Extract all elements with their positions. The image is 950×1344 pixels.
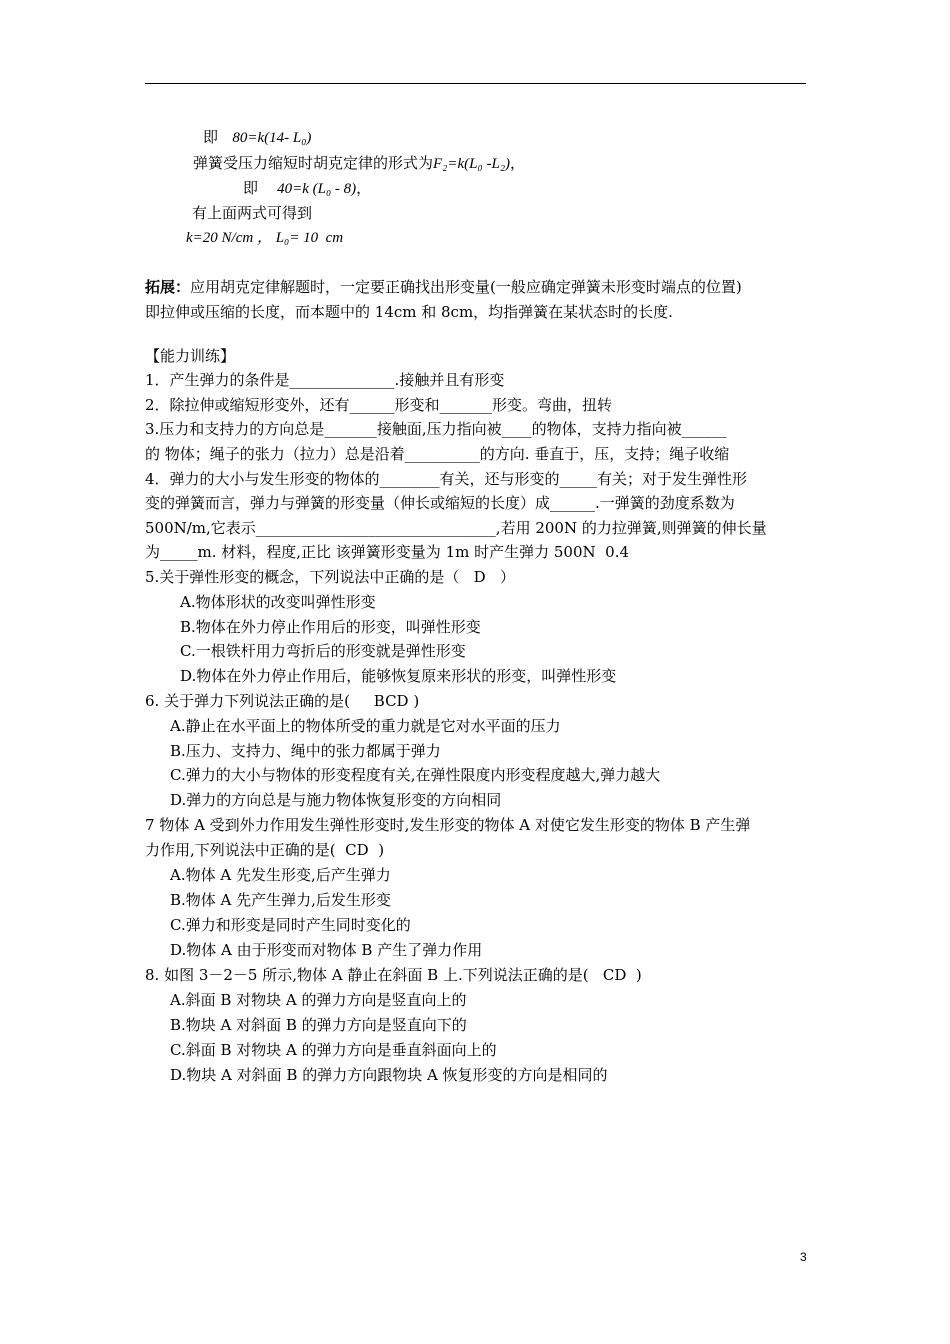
question-5-option-d: D.物体在外力停止作用后，能够恢复原来形状的形变，叫弹性形变 xyxy=(180,667,617,685)
question-7-option-d: D.物体 A 由于形变而对物体 B 产生了弹力作用 xyxy=(170,941,483,959)
question-4-line-2: 变的弹簧而言，弹力与弹簧的形变量（伸长或缩短的长度）成______.一弹簧的劲度系数为 xyxy=(145,494,735,512)
question-6-option-d: D.弹力的方向总是与施力物体恢复形变的方向相同 xyxy=(170,791,502,809)
question-5-option-b: B.物体在外力停止作用后的形变，叫弹性形变 xyxy=(180,618,481,636)
solution-line-1 xyxy=(203,126,311,149)
extension-label: 拓展： xyxy=(145,278,191,296)
question-5: 5.关于弹性形变的概念，下列说法中正确的是（ D ） xyxy=(145,568,515,586)
header-rule xyxy=(145,83,806,84)
question-8-option-c: C.斜面 B 对物块 A 的弹力方向是垂直斜面向上的 xyxy=(170,1041,497,1059)
question-8-option-d: D.物块 A 对斜面 B 的弹力方向跟物块 A 恢复形变的方向是相同的 xyxy=(170,1066,608,1084)
question-6-option-a: A.静止在水平面上的物体所受的重力就是它对水平面的压力 xyxy=(170,717,561,735)
question-6-option-c: C.弹力的大小与物体的形变程度有关,在弹性限度内形变程度越大,弹力越大 xyxy=(170,766,661,784)
question-3-line-1: 3.压力和支持力的方向总是_______接触面,压力指向被____的物体，支持力指向被______ xyxy=(145,420,727,438)
solution-line-5: k=20 N/cm ， L₀= 10 cm xyxy=(186,230,344,246)
question-7-line-2: 力作用,下列说法中正确的是( CD ) xyxy=(145,841,385,859)
formula: 80=k(14- L₀) xyxy=(232,130,312,146)
question-8: 8. 如图 3－2－5 所示,物体 A 静止在斜面 B 上.下列说法正确的是( CD ) xyxy=(145,966,642,984)
text: 即 xyxy=(243,179,259,197)
formula: 40=k (L₀ - 8) xyxy=(277,181,357,197)
question-1: 1．产生弹力的条件是______________.接触并且有形变 xyxy=(145,371,505,389)
question-8-option-b: B.物块 A 对斜面 B 的弹力方向是竖直向下的 xyxy=(170,1016,467,1034)
question-6-option-b: B.压力、支持力、绳中的张力都属于弹力 xyxy=(170,742,441,760)
text: ， xyxy=(356,179,372,197)
question-8-option-a: A.斜面 B 对物块 A 的弹力方向是竖直向上的 xyxy=(170,991,467,1009)
text: 即 xyxy=(203,128,219,146)
question-4-line-4: 为_____m. 材料，程度,正比 该弹簧形变量为 1m 时产生弹力 500N 0.4 xyxy=(145,543,630,561)
question-5-option-a: A.物体形状的改变叫弹性形变 xyxy=(180,593,376,611)
question-2: 2．除拉伸或缩短形变外，还有______形变和_______形变。弯曲，扭转 xyxy=(145,396,613,414)
training-title: 【能力训练】 xyxy=(145,347,236,365)
solution-line-3 xyxy=(243,177,371,200)
question-7-option-a: A.物体 A 先发生形变,后产生弹力 xyxy=(170,866,391,884)
question-7-line-1: 7 物体 A 受到外力作用发生弹性形变时,发生形变的物体 A 对使它发生形变的物体 B 产生弹 xyxy=(145,816,751,834)
extension-line-2: 即拉伸或压缩的长度，而本题中的 14cm 和 8cm，均指弹簧在某状态时的长度. xyxy=(145,303,673,321)
question-6: 6. 关于弹力下列说法正确的是( BCD ) xyxy=(145,692,420,710)
question-7-option-b: B.物体 A 先产生弹力,后发生形变 xyxy=(170,891,391,909)
text: ， xyxy=(510,154,526,172)
question-5-option-c: C.一根铁杆用力弯折后的形变就是弹性形变 xyxy=(180,642,466,660)
formula: F₂=k(L₀ -L₂) xyxy=(433,156,511,172)
solution-line-2 xyxy=(193,152,525,175)
text: 弹簧受压力缩短时胡克定律的形式为 xyxy=(193,154,434,172)
extension-line-1 xyxy=(145,276,742,298)
question-4-line-1: 4．弹力的大小与发生形变的物体的________有关，还与形变的_____有关；对于发生弹性形 xyxy=(145,470,748,488)
question-4-line-3: 500N/m,它表示________________________________,若用 200N 的力拉弹簧,则弹簧的伸长量 xyxy=(145,519,767,537)
page-number: 3 xyxy=(800,1250,807,1264)
question-3-line-2: 的 物体；绳子的张力（拉力）总是沿着__________的方向. 垂直于，压，支持；绳子收缩 xyxy=(145,445,730,463)
solution-line-4: 有上面两式可得到 xyxy=(192,204,313,222)
question-7-option-c: C.弹力和形变是同时产生同时变化的 xyxy=(170,916,411,934)
text: 应用胡克定律解题时，一定要正确找出形变量(一般应确定弹簧未形变时端点的位置) xyxy=(190,278,742,296)
